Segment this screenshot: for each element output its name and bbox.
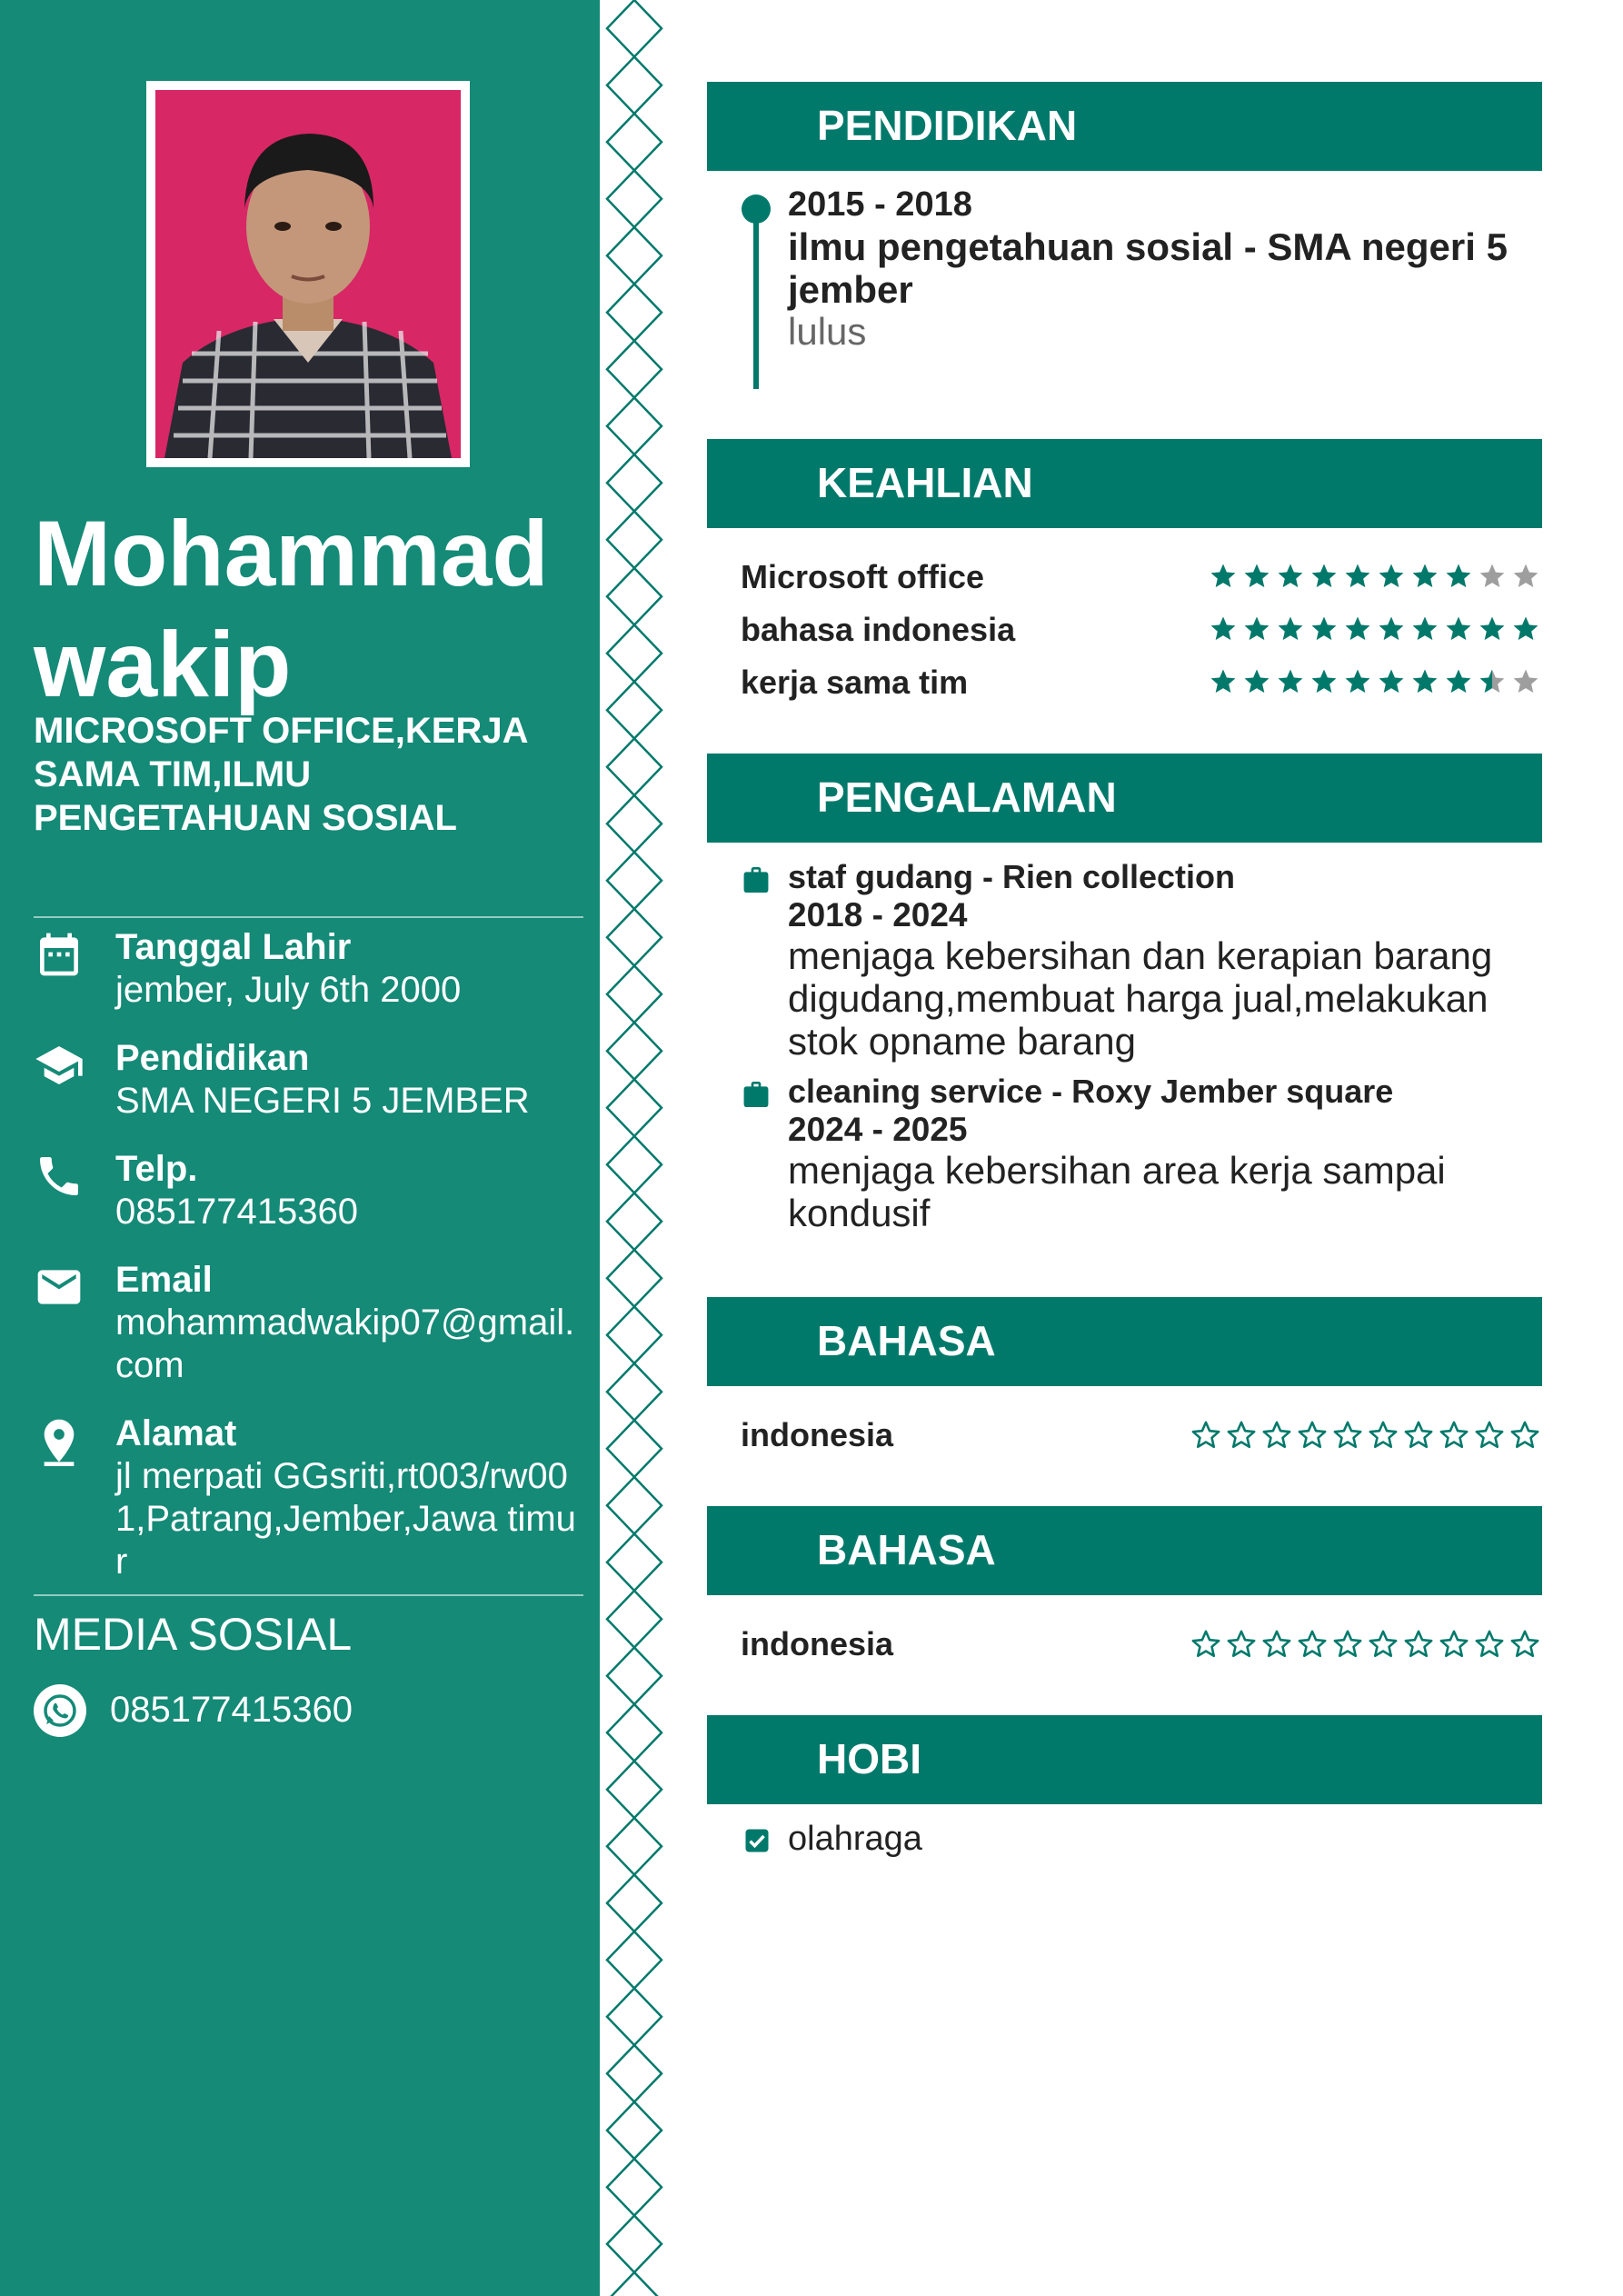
timeline-line <box>753 205 759 389</box>
diamond-border-decoration <box>600 0 672 2296</box>
sidebar-divider <box>34 916 583 918</box>
diamond-shape <box>607 1989 662 2046</box>
star-icon <box>1480 670 1505 693</box>
star-icon <box>1346 617 1370 640</box>
diamond-shape <box>607 625 662 683</box>
star-icon <box>1477 1632 1502 1656</box>
star-icon <box>1413 617 1438 640</box>
language-rating <box>1190 1420 1540 1451</box>
section-title: HOBI <box>817 1735 921 1782</box>
star-icon <box>1477 1423 1502 1447</box>
diamond-shape <box>607 1023 662 1080</box>
diamond-shape <box>607 966 662 1023</box>
sidebar-divider <box>34 1594 583 1596</box>
diamond-shape <box>607 227 662 285</box>
star-icon <box>1413 564 1438 587</box>
diamond-shape <box>607 795 662 853</box>
contact-birthdate <box>34 925 588 1012</box>
name-first: Mohammad <box>34 502 549 605</box>
star-icon <box>1480 617 1505 640</box>
star-icon <box>1441 1632 1467 1656</box>
skill-label: bahasa indonesia <box>741 611 1016 648</box>
diamond-shape <box>607 57 662 115</box>
education-item <box>707 178 1542 396</box>
star-icon <box>1211 564 1236 587</box>
graduation-cap-icon <box>34 1040 85 1091</box>
star-icon <box>1264 1423 1289 1447</box>
section-header-language <box>707 1506 1542 1595</box>
skill-label: Microsoft office <box>741 558 985 595</box>
diamond-shape <box>607 1421 662 1478</box>
diamond-shape <box>607 1193 662 1251</box>
full-name <box>34 498 579 720</box>
skill-rating <box>1209 614 1540 644</box>
whatsapp-number: 085177415360 <box>110 1690 353 1730</box>
diamond-shape <box>607 2159 662 2216</box>
star-icon <box>1211 670 1236 693</box>
diamond-shape <box>607 1307 662 1364</box>
language-row <box>741 1416 1540 1462</box>
contact-label: Email <box>115 1260 213 1300</box>
section-header-hobby <box>707 1715 1542 1804</box>
star-icon <box>1512 1632 1538 1656</box>
star-icon <box>1447 564 1471 587</box>
diamond-shape <box>607 1762 662 1819</box>
diamond-shape <box>607 1363 662 1421</box>
language-row <box>741 1625 1540 1671</box>
diamond-shape <box>607 1136 662 1193</box>
skill-rating <box>1209 667 1540 696</box>
section-title: BAHASA <box>817 1526 996 1573</box>
star-icon <box>1335 1632 1360 1656</box>
contact-value: 085177415360 <box>115 1192 358 1232</box>
star-icon <box>1370 1423 1396 1447</box>
contact-value: jl merpati GGsriti,rt003/rw001,Patrang,Jember,Jawa timur <box>115 1456 576 1582</box>
diamond-shape <box>607 2045 662 2102</box>
star-icon <box>1441 1423 1467 1447</box>
star-icon <box>1312 564 1337 587</box>
section-header-experience <box>707 754 1542 843</box>
hobby-label: olahraga <box>788 1820 922 1858</box>
diamond-shape <box>607 1477 662 1534</box>
star-icon <box>1312 617 1337 640</box>
diamond-shape <box>607 114 662 171</box>
contact-email <box>34 1258 588 1387</box>
diamond-shape <box>607 739 662 796</box>
whatsapp-icon <box>34 1684 86 1737</box>
contact-label: Tanggal Lahir <box>115 927 352 967</box>
star-icon <box>1245 617 1270 640</box>
diamond-shape <box>607 398 662 455</box>
contact-education <box>34 1036 588 1123</box>
diamond-shape <box>607 1875 662 1932</box>
education-title: ilmu pengetahuan sosial - SMA negeri 5 jember <box>788 225 1508 311</box>
star-icon <box>1299 1632 1325 1656</box>
contact-label: Alamat <box>115 1413 237 1453</box>
experience-item <box>707 1073 1542 1234</box>
star-icon <box>1193 1423 1219 1447</box>
profile-photo-frame <box>146 81 470 467</box>
diamond-shape <box>607 2272 662 2296</box>
timeline-dot <box>742 195 771 224</box>
star-icon <box>1279 564 1303 587</box>
phone-icon <box>34 1151 85 1202</box>
section-title: PENGALAMAN <box>817 774 1117 821</box>
section-title: BAHASA <box>817 1317 996 1364</box>
diamond-shape <box>607 341 662 398</box>
diamond-shape <box>607 1534 662 1592</box>
diamond-shape <box>607 909 662 966</box>
star-icon <box>1245 564 1270 587</box>
star-icon <box>1379 564 1404 587</box>
star-icon <box>1193 1632 1219 1656</box>
diamond-shape <box>607 1080 662 1137</box>
star-icon <box>1229 1423 1254 1447</box>
section-title: KEAHLIAN <box>817 459 1033 506</box>
star-icon <box>1514 670 1538 693</box>
contact-value: SMA NEGERI 5 JEMBER <box>115 1081 530 1121</box>
language-rating <box>1190 1629 1540 1660</box>
star-icon <box>1379 617 1404 640</box>
language-label: indonesia <box>741 1416 894 1453</box>
star-icon <box>1335 1423 1360 1447</box>
star-icon <box>1279 670 1303 693</box>
location-pin-icon <box>34 1415 85 1466</box>
star-icon <box>1447 670 1471 693</box>
star-icon <box>1379 670 1404 693</box>
skill-rating <box>1209 562 1540 591</box>
contact-label: Telp. <box>115 1149 198 1189</box>
section-header-language <box>707 1297 1542 1386</box>
diamond-shape <box>607 2216 662 2273</box>
education-years: 2015 - 2018 <box>788 185 972 224</box>
star-icon <box>1312 670 1337 693</box>
skill-row <box>741 664 1540 709</box>
briefcase-icon <box>742 867 771 893</box>
calendar-icon <box>34 929 85 980</box>
skill-row <box>741 611 1540 656</box>
star-icon <box>1245 670 1270 693</box>
sidebar <box>0 0 600 2296</box>
contact-value: jember, July 6th 2000 <box>115 970 462 1010</box>
profile-photo <box>155 90 461 458</box>
diamond-shape <box>607 568 662 625</box>
star-icon <box>1299 1423 1325 1447</box>
diamond-shape <box>607 1704 662 1762</box>
star-icon <box>1480 564 1505 587</box>
diamond-shape <box>607 682 662 739</box>
star-icon <box>1264 1632 1289 1656</box>
diamond-shape <box>607 853 662 910</box>
diamond-shape <box>607 512 662 569</box>
star-icon <box>1279 617 1303 640</box>
contact-phone <box>34 1147 588 1233</box>
social-media-title: MEDIA SOSIAL <box>34 1609 353 1660</box>
section-header-skills <box>707 439 1542 528</box>
diamond-shape <box>607 2102 662 2160</box>
diamond-shape <box>607 285 662 342</box>
star-icon <box>1512 1423 1538 1447</box>
star-icon <box>1370 1632 1396 1656</box>
section-header-education <box>707 82 1542 171</box>
mail-icon <box>34 1262 85 1313</box>
experience-role: cleaning service - Roxy Jember square <box>788 1073 1394 1110</box>
star-icon <box>1447 617 1471 640</box>
whatsapp-contact[interactable] <box>34 1684 579 1739</box>
diamond-shape <box>607 1818 662 1875</box>
education-note: lulus <box>788 310 867 353</box>
star-icon <box>1413 670 1438 693</box>
contact-value: mohammadwakip07@gmail.com <box>115 1303 575 1385</box>
diamond-shape <box>607 1591 662 1648</box>
diamond-shape <box>607 171 662 228</box>
contact-address <box>34 1412 588 1583</box>
star-icon <box>1406 1423 1431 1447</box>
name-last: wakip <box>34 613 292 716</box>
experience-description: menjaga kebersihan area kerja sampai kondusif <box>788 1149 1446 1234</box>
section-title: PENDIDIKAN <box>817 102 1078 149</box>
language-label: indonesia <box>741 1625 894 1662</box>
star-icon <box>1346 564 1370 587</box>
star-icon <box>1211 617 1236 640</box>
skill-label: kerja sama tim <box>741 664 969 701</box>
star-icon <box>1514 564 1538 587</box>
hobby-item <box>743 1820 1289 1865</box>
briefcase-icon <box>742 1082 771 1107</box>
star-icon <box>1346 670 1370 693</box>
diamond-shape <box>607 454 662 512</box>
checkbox-icon <box>743 1827 771 1854</box>
skill-row <box>741 558 1540 604</box>
experience-years: 2018 - 2024 <box>788 896 968 933</box>
experience-role: staf gudang - Rien collection <box>788 858 1236 895</box>
experience-description: menjaga kebersihan dan kerapian barang digudang,membuat harga jual,melakukan stok opname barang <box>788 934 1493 1063</box>
diamond-shape <box>607 0 662 57</box>
star-icon <box>1514 617 1538 640</box>
star-icon <box>1406 1632 1431 1656</box>
headline: MICROSOFT OFFICE,KERJA SAMA TIM,ILMU PENGETAHUAN SOSIAL <box>34 711 527 838</box>
diamond-shape <box>607 1932 662 1989</box>
diamond-shape <box>607 1648 662 1705</box>
experience-item <box>707 858 1542 1063</box>
experience-years: 2024 - 2025 <box>788 1111 968 1148</box>
diamond-shape <box>607 1250 662 1307</box>
star-icon <box>1229 1632 1254 1656</box>
contact-label: Pendidikan <box>115 1038 310 1078</box>
